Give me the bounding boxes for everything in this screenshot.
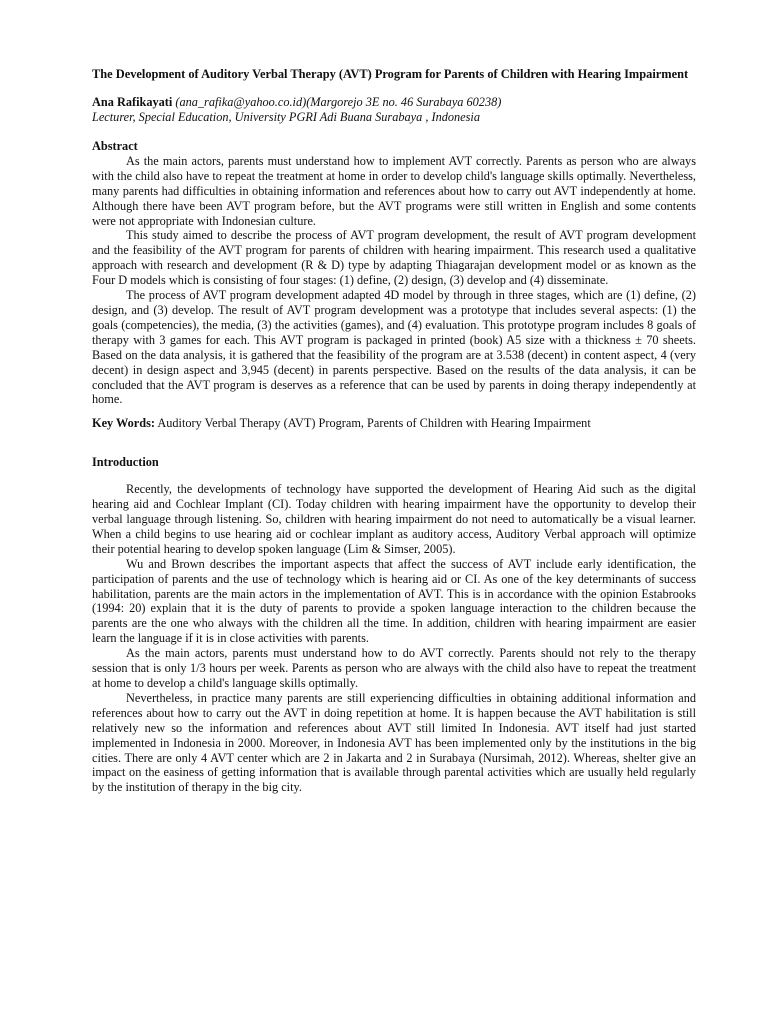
introduction-paragraph: Recently, the developments of technology have supported the development of Hearing Aid such as the digital hearing aid and Cochlear Implant (CI). Today children with hearing impairment have the opportunity to develop their verbal language through listening. So, children with hearing impairment do not need to automatically be a visual learner. When a child begins to use hearing aid or cochlear implant as auditory access, Auditory Verbal approach will optimize their potential hearing to develop spoken language (Lim & Simser, 2005). (92, 482, 696, 556)
introduction-paragraph: Nevertheless, in practice many parents are still experiencing difficulties in obtaining additional information and references about how to carry out the AVT in doing repetition at home. It is happen because the AVT habilitation is still relatively new so the information and references about AVT still limited In Indonesia. AVT itself had just started implemented in Indonesia in 2000. Moreover, in Indonesia AVT has been implemented only by the institutions in the big cities. There are only 4 AVT center which are 2 in Jakarta and 2 in Surabaya (Nursimah, 2012). Whereas, shelter give an impact on the easiness of getting information that is available through parental activities which are usually held regularly by the institution of therapy in the big city. (92, 690, 696, 795)
paper-page (92, 67, 696, 795)
abstract-paragraph: The process of AVT program development adapted 4D model by through in three stages, which are (1) define, (2) design, and (3) develop. The result of AVT program development was a prototype that includes several aspects: (1) the goals (competencies), the media, (3) the activities (games), and (4) evaluation. This prototype program includes 8 goals of therapy with 3 games for each. This AVT program is packaged in printed (book) A5 size with a thickness ± 70 sheets. Based on the data analysis, it is gathered that the feasibility of the program are at 3.538 (decent) in content aspect, 4 (very decent) in design aspect and 3,945 (decent) in parents perspective. Based on the results of the data analysis, it can be concluded that the AVT program is deserves as a reference that can be used by parents in doing therapy independently at home. (92, 288, 696, 407)
introduction-body (92, 482, 696, 795)
abstract-paragraph: This study aimed to describe the process of AVT program development, the result of AVT program development and the feasibility of the AVT program for parents of children with hearing impairment. This research used a qualitative approach with research and development (R & D) type by adapting Thiagarajan development model or as known as the Four D models which is consisting of four stages: (1) define, (2) design, (3) develop and (4) disseminate. (92, 228, 696, 288)
author-line (92, 95, 696, 110)
author-name: Ana Rafikayati (92, 95, 173, 109)
abstract-heading: Abstract (92, 139, 138, 153)
keywords-label: Key Words: (92, 416, 155, 431)
abstract-body (92, 154, 696, 407)
paper-title: The Development of Auditory Verbal Therapy (AVT) Program for Parents of Children with Hearing Impairment (92, 67, 689, 81)
author-affiliation: Lecturer, Special Education, University PGRI Adi Buana Surabaya , Indonesia (92, 110, 480, 124)
author-contact: (ana_rafika@yahoo.co.id)(Margorejo 3E no. 46 Surabaya 60238) (175, 95, 502, 109)
keywords (92, 416, 696, 431)
introduction-paragraph: As the main actors, parents must understand how to do AVT correctly. Parents should not rely to the therapy session that is only 1/3 hours per week. Parents as person who are always with the child also have to repeat the treatment at home to develop a child's language skills optimally. (92, 646, 696, 690)
introduction-paragraph: Wu and Brown describes the important aspects that affect the success of AVT include early identification, the participation of parents and the use of technology which is hearing aid or CI. As one of the key determinants of success habilitation, parents are the main actors in the implementation of AVT. This is in accordance with the opinion Estabrooks (1994: 20) explain that it is the duty of parents to provide a spoken language interaction to the children because the parents are the one who always with the children all the time. In addition, children with hearing impairment are easier learn the language if it is in close activities with parents. (92, 556, 696, 646)
keywords-text: Auditory Verbal Therapy (AVT) Program, Parents of Children with Hearing Impairment (154, 416, 591, 431)
abstract-paragraph: As the main actors, parents must understand how to implement AVT correctly. Parents as person who are always with the child also have to repeat the treatment at home in order to develop child's language skills optimally. Nevertheless, many parents had difficulties in obtaining information and references about how to carry out AVT independently at home. Although there have been AVT program before, but the AVT programs were still written in English and some contents were not appropriate with Indonesian culture. (92, 153, 696, 228)
introduction-heading: Introduction (92, 455, 159, 470)
